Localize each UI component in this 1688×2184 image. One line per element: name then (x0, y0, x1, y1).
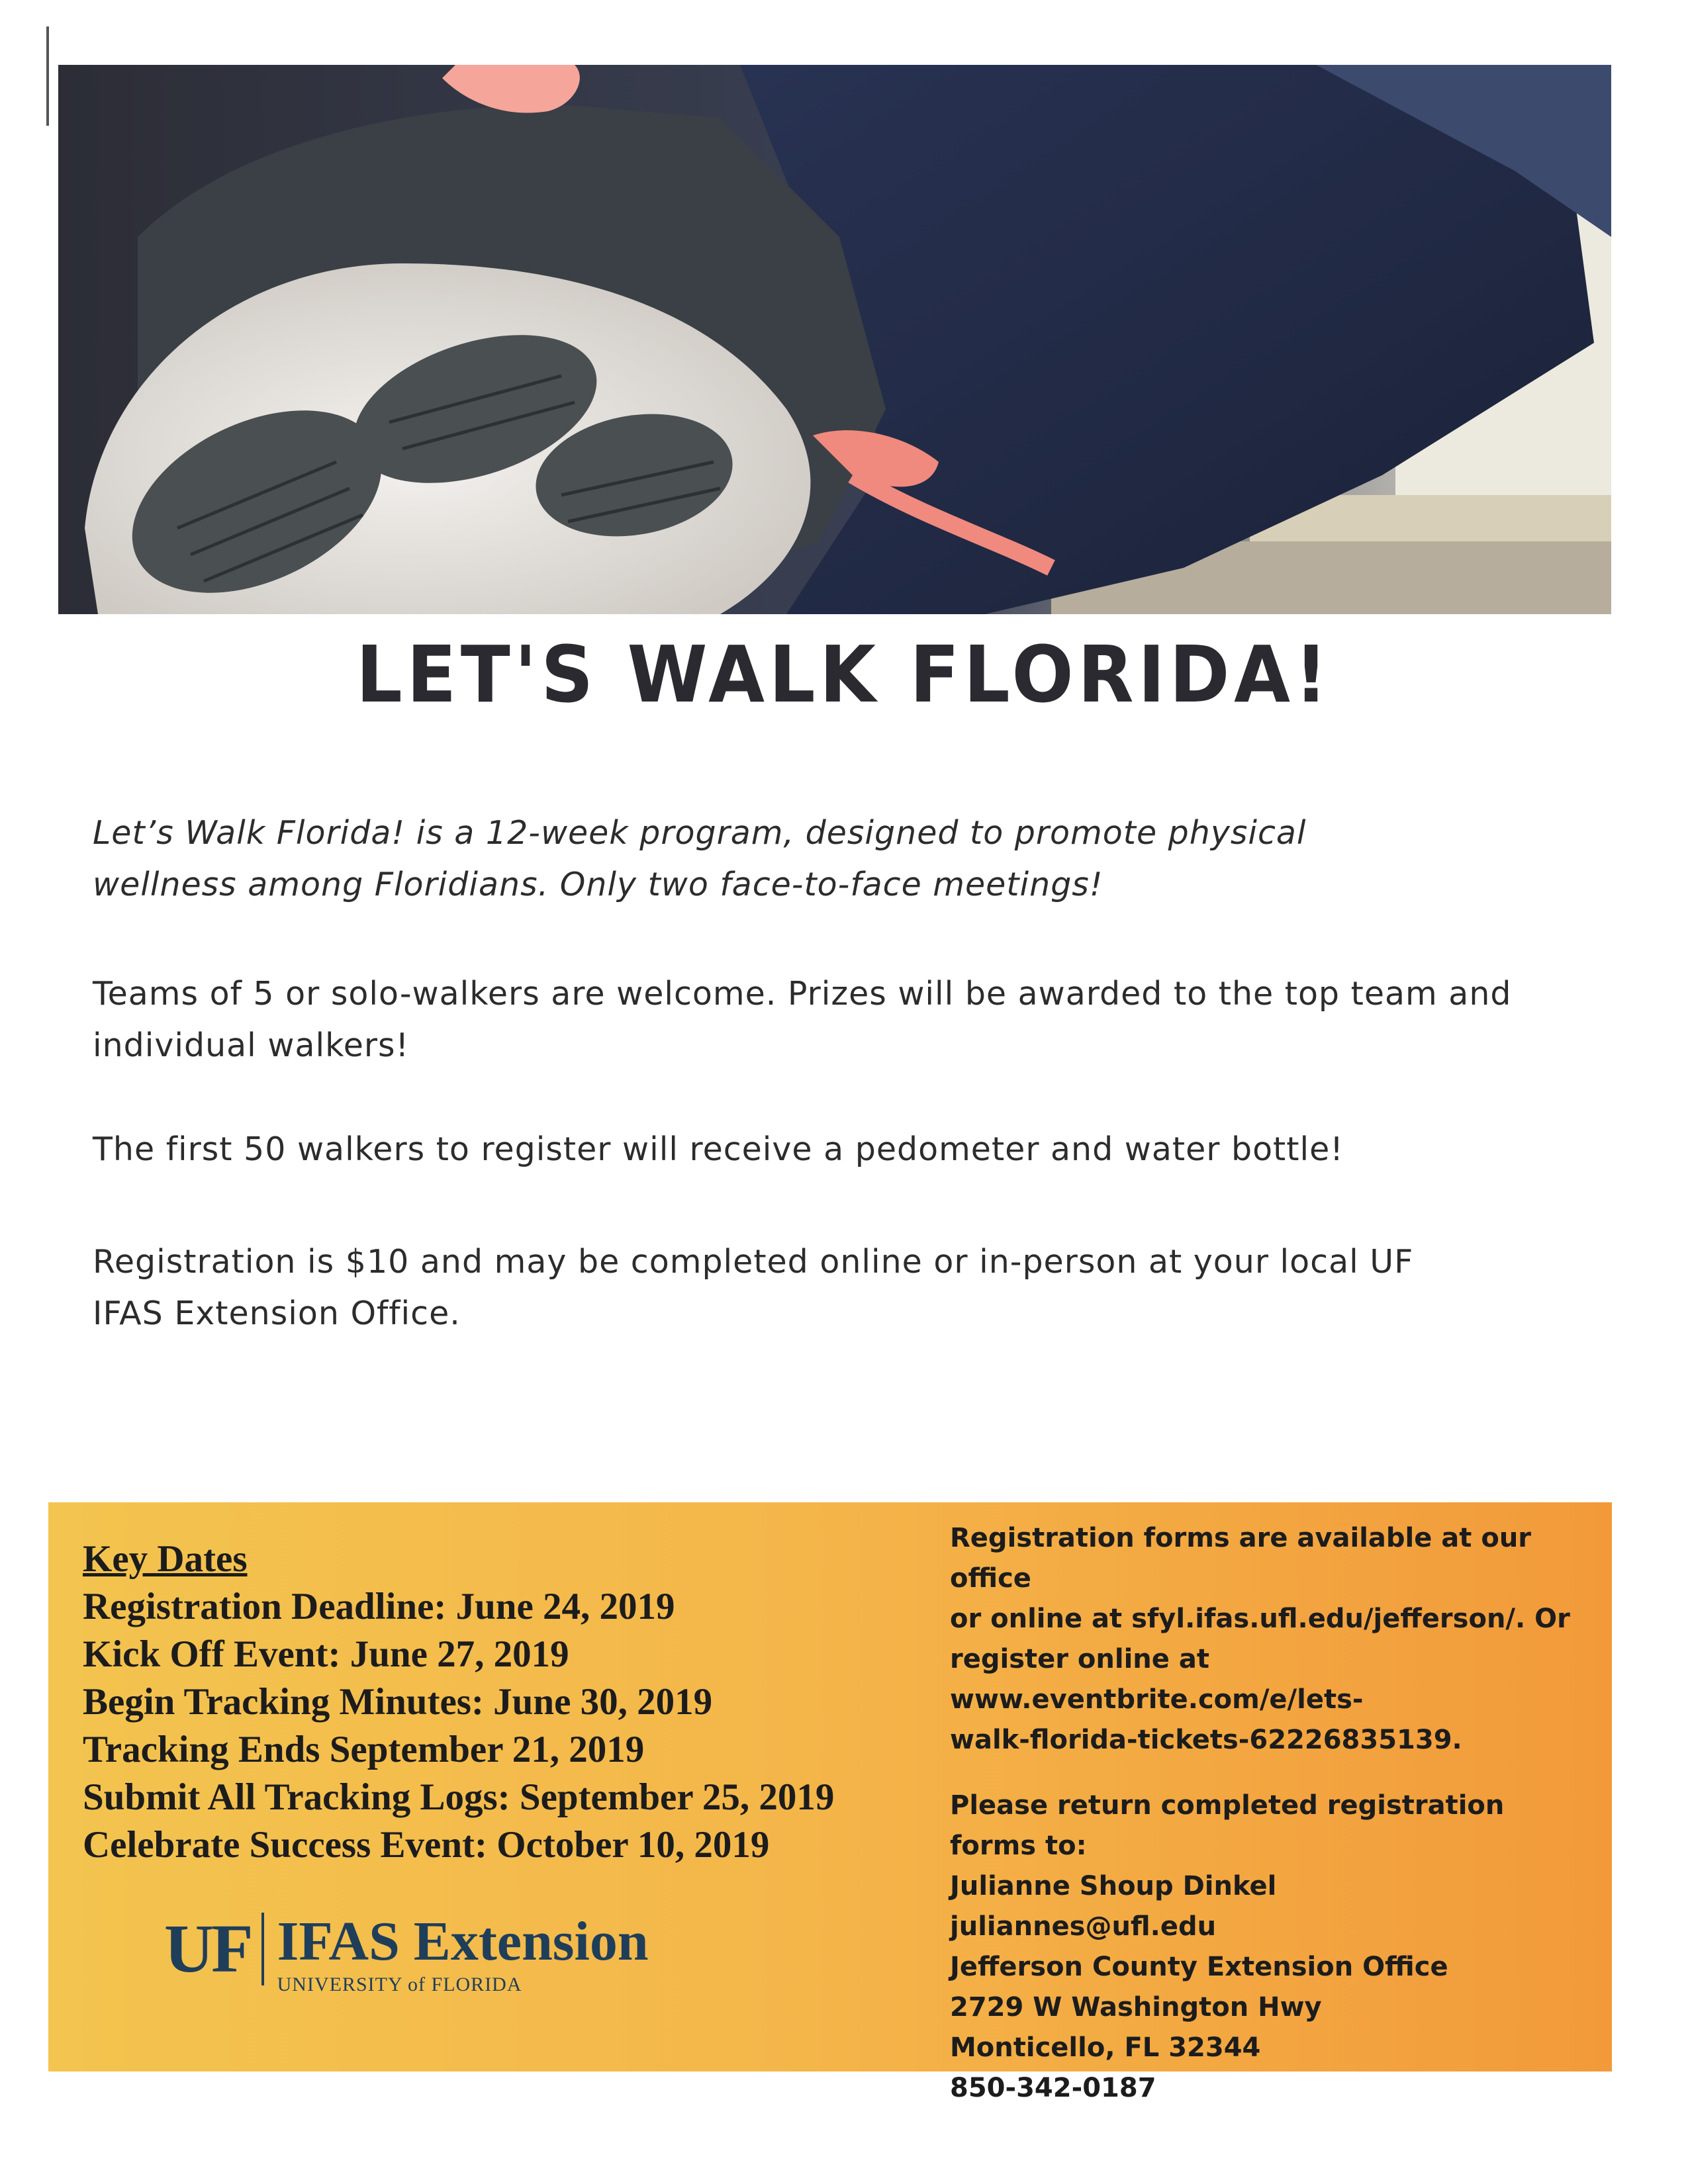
forms-line: or online at sfyl.ifas.ufl.edu/jefferson/. Or (950, 1604, 1570, 1634)
shoe-photo-illustration (58, 65, 1611, 614)
contact-name: Julianne Shoup Dinkel (950, 1871, 1277, 1901)
logo-uf-mark: UF (164, 1913, 264, 1985)
contact-email[interactable]: juliannes@ufl.edu (950, 1911, 1217, 1942)
logo-ifas-text: IFAS Extension (277, 1911, 649, 1972)
intro-paragraph (93, 807, 1602, 911)
key-dates-heading: Key Dates (83, 1538, 248, 1580)
uf-ifas-extension-logo (164, 1913, 649, 1999)
hero-photo-walking-shoe (58, 65, 1611, 614)
registration-text: Registration is $10 and may be completed online or in-person at your local UF IFAS Extension Office. (93, 1243, 1414, 1332)
key-date-item: Begin Tracking Minutes: June 30, 2019 (83, 1681, 713, 1723)
key-date-item: Kick Off Event: June 27, 2019 (83, 1633, 569, 1675)
intro-text: Let’s Walk Florida! is a 12-week program, designed to promote physical wellness among Floridians. Only two face-to-face meetings! (93, 814, 1307, 903)
key-date-item: Registration Deadline: June 24, 2019 (83, 1586, 675, 1627)
key-date-item: Submit All Tracking Logs: September 25, 2019 (83, 1776, 835, 1818)
logo-wordmark (264, 1913, 649, 1996)
contact-info (950, 1518, 1585, 2109)
spacer (950, 1760, 1585, 1786)
return-heading: Please return completed registration forms to: (950, 1790, 1505, 1861)
contact-office: Jefferson County Extension Office (950, 1952, 1448, 1982)
key-date-item: Tracking Ends September 21, 2019 (83, 1729, 645, 1770)
teams-paragraph (93, 968, 1602, 1071)
forms-line: walk-florida-tickets-62226835139. (950, 1725, 1462, 1755)
teams-text: Teams of 5 or solo-walkers are welcome. Prizes will be awarded to the top team and individual walkers! (93, 975, 1512, 1064)
key-date-item: Celebrate Success Event: October 10, 2019 (83, 1824, 770, 1866)
first50-text: The first 50 walkers to register will receive a pedometer and water bottle! (93, 1130, 1344, 1168)
key-dates-list (83, 1535, 957, 1869)
contact-street: 2729 W Washington Hwy (950, 1992, 1322, 2023)
contact-phone: 850-342-0187 (950, 2073, 1156, 2103)
registration-paragraph (93, 1236, 1602, 1340)
scan-mark (46, 26, 49, 126)
forms-line: Registration forms are available at our office (950, 1523, 1532, 1594)
info-panel (48, 1502, 1612, 2103)
logo-university-text: UNIVERSITY of FLORIDA (277, 1974, 522, 1995)
page-title: LET'S WALK FLORIDA! (355, 629, 1333, 720)
contact-city: Monticello, FL 32344 (950, 2032, 1261, 2063)
first50-paragraph (93, 1124, 1602, 1175)
forms-line: register online at www.eventbrite.com/e/lets- (950, 1644, 1364, 1715)
